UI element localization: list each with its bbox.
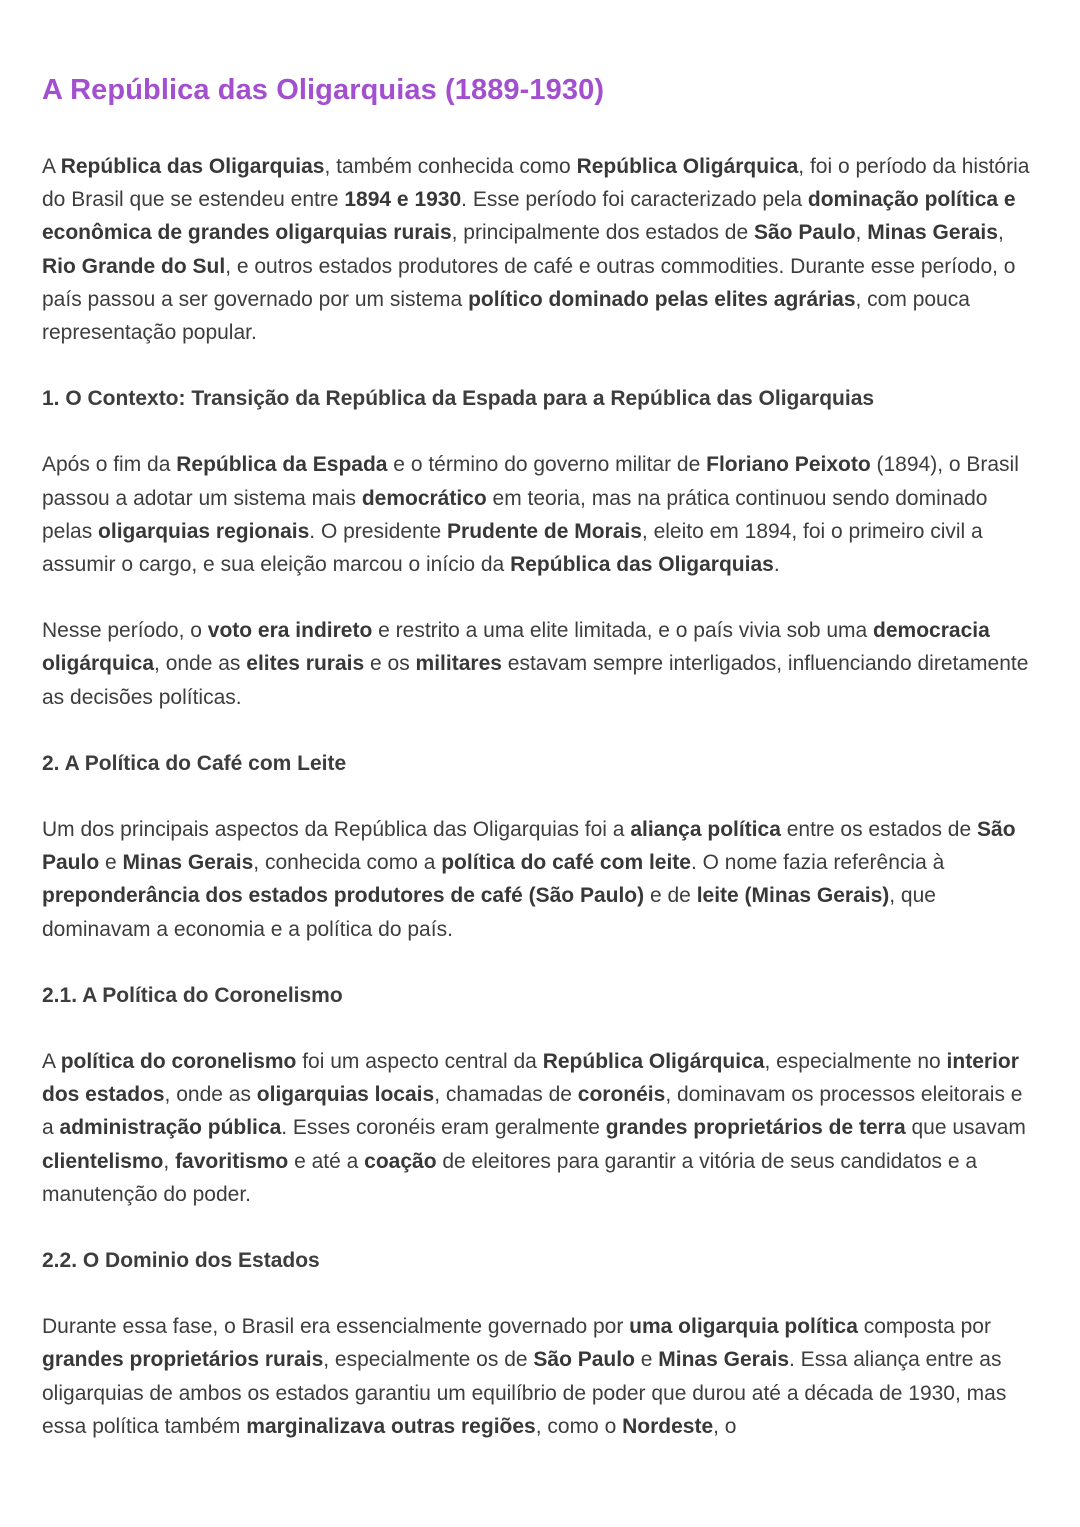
bold-text: Minas Gerais: [867, 221, 998, 245]
bold-text: Minas Gerais: [658, 1348, 790, 1372]
bold-text: São Paulo: [42, 818, 1016, 875]
bold-text: democrático: [361, 486, 487, 510]
bold-text: militares: [415, 652, 502, 676]
bold-text: República das Oligarquias: [60, 155, 325, 178]
bold-text: favoritismo: [175, 1149, 289, 1173]
section-heading: 2.2. O Dominio dos Estados: [42, 1249, 320, 1273]
bold-text: política do café com leite: [441, 851, 691, 875]
bold-text: preponderância dos estados produtores de café (São Paulo): [42, 884, 645, 908]
bold-text: político dominado pelas elites agrárias: [468, 287, 856, 311]
bold-text: Rio Grande do Sul: [42, 254, 226, 278]
bold-text: República Oligárquica: [576, 155, 799, 178]
bold-text: Prudente de Morais: [447, 519, 642, 543]
bold-text: República Oligárquica: [542, 1050, 765, 1074]
bold-text: oligarquias regionais: [98, 519, 310, 543]
bold-text: Minas Gerais: [122, 851, 254, 875]
paragraph: Nesse período, o voto era indireto e restrito a uma elite limitada, e o país vivia sob uma democracia oligárquica, onde as elites rurais e os militares estavam sempre interligados, influenciando diretamente as decisões políticas.: [42, 619, 1029, 709]
bold-text: São Paulo: [754, 221, 856, 245]
bold-text: grandes proprietários rurais: [42, 1348, 324, 1372]
bold-text: República da Espada: [176, 453, 388, 477]
bold-text: uma oligarquia política: [629, 1315, 858, 1339]
bold-text: clientelismo: [42, 1149, 164, 1173]
document-body: [42, 150, 1038, 1443]
paragraph: Um dos principais aspectos da República das Oligarquias foi a aliança política entre os estados de São Paulo e Minas Gerais, conhecida como a política do café com leite. O nome fazia referência à preponderância dos estados produtores de café (São Paulo) e de leite (Minas Gerais), que dominavam a economia e a política do país.: [42, 818, 1016, 941]
bold-text: democracia oligárquica: [42, 619, 990, 676]
paragraph: A República das Oligarquias, também conhecida como República Oligárquica, foi o período da história do Brasil que se estendeu entre 1894 e 1930. Esse período foi caracterizado pela dominação política e econômica de grandes oligarquias rurais, principalmente dos estados de São Paulo, Minas Gerais, Rio Grande do Sul, e outros estados produtores de café e outras commodities. Durante esse período, o país passou a ser governado por um sistema político dominado pelas elites agrárias, com pouca representação popular.: [42, 155, 1030, 345]
bold-text: Floriano Peixoto: [706, 453, 871, 477]
section-heading: 1. O Contexto: Transição da República da Espada para a República das Oligarquias: [42, 387, 875, 411]
bold-text: voto era indireto: [207, 619, 373, 643]
bold-text: aliança política: [630, 818, 781, 842]
bold-text: administração pública: [59, 1116, 282, 1140]
bold-text: elites rurais: [246, 652, 365, 676]
page-title: A República das Oligarquias (1889-1930): [42, 74, 605, 106]
bold-text: São Paulo: [533, 1348, 635, 1372]
bold-text: coronéis: [577, 1083, 666, 1107]
bold-text: 1894 e 1930: [344, 188, 462, 212]
paragraph: A política do coronelismo foi um aspecto central da República Oligárquica, especialmente no interior dos estados, onde as oligarquias locais, chamadas de coronéis, dominavam os processos eleitorais e a administração pública. Esses coronéis eram geralmente grandes proprietários de terra que usavam clientelismo, favoritismo e até a coação de eleitores para garantir a vitória de seus candidatos e a manutenção do poder.: [42, 1050, 1026, 1206]
bold-text: marginalizava outras regiões: [246, 1414, 536, 1438]
bold-text: interior dos estados: [42, 1050, 1019, 1107]
bold-text: República das Oligarquias: [510, 553, 774, 577]
section-heading: 2.1. A Política do Coronelismo: [42, 983, 343, 1007]
bold-text: política do coronelismo: [60, 1050, 297, 1074]
bold-text: oligarquias locais: [256, 1083, 435, 1107]
paragraph: Após o fim da República da Espada e o término do governo militar de Floriano Peixoto (1894), o Brasil passou a adotar um sistema mais democrático em teoria, mas na prática continuou sendo dominado pelas oligarquias regionais. O presidente Prudente de Morais, eleito em 1894, foi o primeiro civil a assumir o cargo, e sua eleição marcou o início da República das Oligarquias.: [42, 453, 1019, 577]
bold-text: leite (Minas Gerais): [696, 884, 890, 908]
bold-text: Nordeste: [622, 1414, 714, 1438]
section-heading: 2. A Política do Café com Leite: [42, 751, 347, 775]
paragraph: Durante essa fase, o Brasil era essencialmente governado por uma oligarquia política composta por grandes proprietários rurais, especialmente os de São Paulo e Minas Gerais. Essa aliança entre as oligarquias de ambos os estados garantiu um equilíbrio de poder que durou até a década de 1930, mas essa política também marginalizava outras regiões, como o Nordeste, o: [42, 1315, 1007, 1438]
bold-text: coação: [364, 1149, 437, 1173]
bold-text: dominação política e econômica de grandes oligarquias rurais: [42, 188, 1016, 245]
bold-text: grandes proprietários de terra: [605, 1116, 906, 1140]
